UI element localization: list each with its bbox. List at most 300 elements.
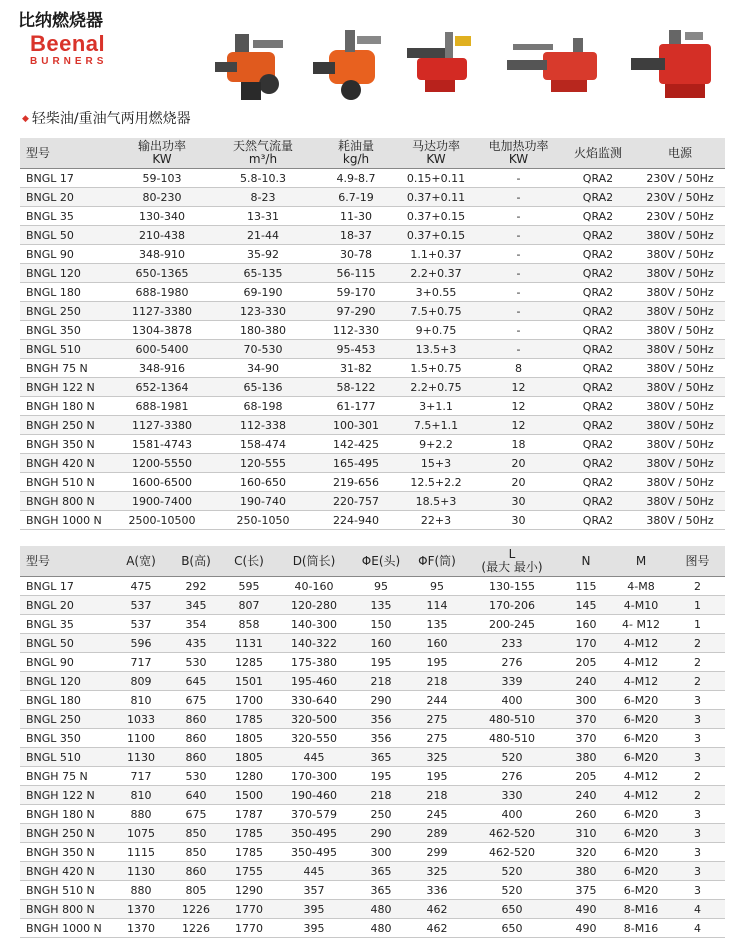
cell-fig: 3 <box>694 807 701 821</box>
cell-n: 170 <box>575 636 597 650</box>
cell-b: 1226 <box>182 921 210 935</box>
cell-b: 354 <box>185 617 207 631</box>
cell-fe: 300 <box>370 845 392 859</box>
cell-supply: 380V / 50Hz <box>646 342 714 356</box>
cell-b: 530 <box>185 655 207 669</box>
cell-m: 4-M12 <box>623 636 659 650</box>
cell-m: 6-M20 <box>623 807 659 821</box>
cell-fe: 218 <box>370 788 392 802</box>
cell-model: BNGH 800 N <box>26 902 95 916</box>
cell-fe: 95 <box>374 579 388 593</box>
cell-fe: 365 <box>370 864 392 878</box>
cell-c: 1501 <box>235 674 263 688</box>
cell-fe: 480 <box>370 902 392 916</box>
product-photo-row <box>205 22 735 110</box>
cell-fe: 365 <box>370 883 392 897</box>
cell-fe: 135 <box>370 598 392 612</box>
cell-supply: 230V / 50Hz <box>646 171 714 185</box>
cell-m: 4-M8 <box>627 579 655 593</box>
col-header-m: M <box>612 546 670 577</box>
cell-fig: 4 <box>694 902 701 916</box>
cell-fe: 356 <box>370 731 392 745</box>
cell-d: 395 <box>303 921 325 935</box>
cell-n: 490 <box>575 921 597 935</box>
table-row <box>20 596 725 615</box>
table-row <box>20 207 725 226</box>
cell-fig: 2 <box>694 788 701 802</box>
cell-fig: 2 <box>694 579 701 593</box>
cell-power: 59-103 <box>142 171 182 185</box>
cell-l: 462-520 <box>489 826 535 840</box>
cell-oil: 4.9-8.7 <box>336 171 376 185</box>
table-row <box>20 881 725 900</box>
cell-b: 860 <box>185 712 207 726</box>
cell-b: 850 <box>185 826 207 840</box>
table-row <box>20 729 725 748</box>
cell-ff: 195 <box>426 769 448 783</box>
cell-motor: 9+0.75 <box>415 323 457 337</box>
cell-model: BNGL 90 <box>26 247 74 261</box>
cell-heater: 20 <box>511 456 526 470</box>
cell-gas: 69-190 <box>243 285 283 299</box>
cell-power: 688-1980 <box>135 285 189 299</box>
cell-model: BNGL 50 <box>26 636 74 650</box>
cell-m: 6-M20 <box>623 845 659 859</box>
col-header-model: 型号 <box>20 546 112 577</box>
cell-d: 357 <box>303 883 325 897</box>
cell-motor: 2.2+0.37 <box>410 266 462 280</box>
cell-a: 537 <box>130 617 152 631</box>
cell-fig: 3 <box>694 883 701 897</box>
cell-ff: 114 <box>426 598 448 612</box>
logo-sub-text: BURNERS <box>30 56 108 67</box>
cell-m: 6-M20 <box>623 693 659 707</box>
cell-c: 1285 <box>235 655 263 669</box>
col-header-flame: 火焰监测 <box>561 138 635 169</box>
cell-flame: QRA2 <box>582 399 614 413</box>
cell-m: 8-M16 <box>623 921 659 935</box>
cell-oil: 30-78 <box>340 247 372 261</box>
cell-gas: 70-530 <box>243 342 283 356</box>
cell-d: 445 <box>303 864 325 878</box>
cell-supply: 230V / 50Hz <box>646 209 714 223</box>
cell-power: 652-1364 <box>135 380 189 394</box>
table-row <box>20 226 725 245</box>
cell-b: 675 <box>185 693 207 707</box>
cell-fig: 3 <box>694 712 701 726</box>
cell-motor: 0.37+0.15 <box>406 228 466 242</box>
cell-fig: 3 <box>694 864 701 878</box>
cell-a: 809 <box>130 674 152 688</box>
cell-b: 640 <box>185 788 207 802</box>
table-row <box>20 169 725 188</box>
cell-b: 292 <box>185 579 207 593</box>
cell-fig: 3 <box>694 750 701 764</box>
cell-c: 1787 <box>235 807 263 821</box>
cell-power: 1127-3380 <box>132 304 192 318</box>
cell-supply: 380V / 50Hz <box>646 513 714 527</box>
col-header-b: B(高) <box>170 546 222 577</box>
cell-n: 310 <box>575 826 597 840</box>
page-title: 比纳燃烧器 <box>18 11 103 31</box>
cell-m: 6-M20 <box>623 750 659 764</box>
cell-l: 130-155 <box>489 579 535 593</box>
cell-fe: 356 <box>370 712 392 726</box>
cell-n: 260 <box>575 807 597 821</box>
cell-l: 276 <box>501 769 523 783</box>
cell-oil: 142-425 <box>333 437 379 451</box>
table-row <box>20 710 725 729</box>
cell-a: 717 <box>130 655 152 669</box>
cell-model: BNGL 180 <box>26 693 81 707</box>
cell-d: 445 <box>303 750 325 764</box>
cell-ff: 289 <box>426 826 448 840</box>
cell-power: 130-340 <box>139 209 185 223</box>
cell-m: 6-M20 <box>623 826 659 840</box>
table-row <box>20 577 725 596</box>
cell-model: BNGH 180 N <box>26 807 95 821</box>
cell-power: 1304-3878 <box>132 323 192 337</box>
col-header-power: 输出功率 KW <box>114 138 210 169</box>
cell-a: 880 <box>130 807 152 821</box>
cell-power: 1581-4743 <box>132 437 192 451</box>
cell-power: 1900-7400 <box>132 494 192 508</box>
cell-d: 175-380 <box>291 655 337 669</box>
col-header-ff: ΦF(筒) <box>410 546 464 577</box>
cell-supply: 380V / 50Hz <box>646 399 714 413</box>
cell-a: 1130 <box>127 864 155 878</box>
cell-model: BNGH 250 N <box>26 826 95 840</box>
cell-oil: 56-115 <box>336 266 376 280</box>
cell-model: BNGL 350 <box>26 323 81 337</box>
cell-flame: QRA2 <box>582 437 614 451</box>
cell-a: 1130 <box>127 750 155 764</box>
cell-fig: 3 <box>694 693 701 707</box>
table-row <box>20 748 725 767</box>
col-header-oil: 耗油量 kg/h <box>316 138 396 169</box>
cell-flame: QRA2 <box>582 475 614 489</box>
cell-motor: 0.37+0.15 <box>406 209 466 223</box>
cell-motor: 1.5+0.75 <box>410 361 462 375</box>
burner-photo-1 <box>205 22 295 108</box>
cell-heater: - <box>516 304 521 318</box>
cell-motor: 3+0.55 <box>415 285 457 299</box>
cell-n: 370 <box>575 712 597 726</box>
cell-gas: 8-23 <box>250 190 276 204</box>
cell-heater: - <box>516 323 521 337</box>
burner-photo-5 <box>625 22 725 108</box>
cell-oil: 58-122 <box>336 380 376 394</box>
cell-model: BNGH 420 N <box>26 456 95 470</box>
cell-model: BNGH 1000 N <box>26 513 102 527</box>
cell-motor: 1.1+0.37 <box>410 247 462 261</box>
col-header-l: L (最大 最小) <box>464 546 560 577</box>
cell-model: BNGL 35 <box>26 617 74 631</box>
cell-model: BNGL 510 <box>26 750 81 764</box>
bullet-diamond-icon: ◆ <box>22 114 29 124</box>
cell-oil: 165-495 <box>333 456 379 470</box>
cell-l: 233 <box>501 636 523 650</box>
cell-n: 490 <box>575 902 597 916</box>
cell-n: 115 <box>575 579 597 593</box>
cell-oil: 11-30 <box>340 209 372 223</box>
cell-flame: QRA2 <box>582 380 614 394</box>
cell-l: 170-206 <box>489 598 535 612</box>
cell-c: 1770 <box>235 921 263 935</box>
cell-a: 1033 <box>127 712 155 726</box>
cell-oil: 6.7-19 <box>338 190 374 204</box>
cell-fig: 2 <box>694 636 701 650</box>
cell-power: 1127-3380 <box>132 418 192 432</box>
cell-c: 1280 <box>235 769 263 783</box>
cell-n: 205 <box>575 655 597 669</box>
cell-gas: 65-135 <box>243 266 283 280</box>
table-row <box>20 511 725 530</box>
cell-motor: 3+1.1 <box>419 399 453 413</box>
cell-flame: QRA2 <box>582 513 614 527</box>
cell-motor: 2.2+0.75 <box>410 380 462 394</box>
cell-c: 1805 <box>235 731 263 745</box>
cell-motor: 12.5+2.2 <box>410 475 462 489</box>
cell-d: 320-550 <box>291 731 337 745</box>
cell-heater: 12 <box>511 380 526 394</box>
cell-gas: 158-474 <box>240 437 286 451</box>
cell-flame: QRA2 <box>582 456 614 470</box>
cell-d: 40-160 <box>294 579 334 593</box>
cell-heater: 18 <box>511 437 526 451</box>
cell-supply: 380V / 50Hz <box>646 323 714 337</box>
cell-fe: 195 <box>370 769 392 783</box>
cell-model: BNGL 350 <box>26 731 81 745</box>
cell-b: 805 <box>185 883 207 897</box>
cell-fig: 1 <box>694 617 701 631</box>
cell-oil: 100-301 <box>333 418 379 432</box>
cell-c: 595 <box>238 579 260 593</box>
cell-supply: 380V / 50Hz <box>646 285 714 299</box>
cell-heater: - <box>516 285 521 299</box>
cell-fe: 195 <box>370 655 392 669</box>
cell-oil: 95-453 <box>336 342 376 356</box>
cell-l: 462-520 <box>489 845 535 859</box>
col-header-supply: 电源 <box>635 138 725 169</box>
cell-b: 530 <box>185 769 207 783</box>
logo-main-text: Beenal <box>30 31 106 56</box>
cell-oil: 59-170 <box>336 285 376 299</box>
cell-model: BNGH 250 N <box>26 418 95 432</box>
cell-model: BNGH 180 N <box>26 399 95 413</box>
cell-heater: - <box>516 209 521 223</box>
cell-b: 345 <box>185 598 207 612</box>
cell-ff: 195 <box>426 655 448 669</box>
cell-gas: 250-1050 <box>236 513 290 527</box>
cell-m: 6-M20 <box>623 731 659 745</box>
cell-heater: 20 <box>511 475 526 489</box>
cell-c: 1785 <box>235 712 263 726</box>
spec-table-dimensions <box>20 546 725 938</box>
cell-supply: 380V / 50Hz <box>646 437 714 451</box>
cell-gas: 123-330 <box>240 304 286 318</box>
cell-a: 810 <box>130 693 152 707</box>
cell-model: BNGH 75 N <box>26 769 88 783</box>
cell-model: BNGL 17 <box>26 171 74 185</box>
cell-motor: 22+3 <box>420 513 452 527</box>
table-row <box>20 634 725 653</box>
cell-fe: 160 <box>370 636 392 650</box>
cell-gas: 35-92 <box>247 247 279 261</box>
cell-model: BNGH 510 N <box>26 475 95 489</box>
cell-n: 240 <box>575 788 597 802</box>
cell-m: 4-M12 <box>623 655 659 669</box>
cell-model: BNGH 122 N <box>26 788 95 802</box>
cell-ff: 325 <box>426 864 448 878</box>
cell-model: BNGL 50 <box>26 228 74 242</box>
cell-power: 1200-5550 <box>132 456 192 470</box>
cell-c: 1500 <box>235 788 263 802</box>
table-row <box>20 805 725 824</box>
cell-motor: 7.5+1.1 <box>413 418 459 432</box>
cell-flame: QRA2 <box>582 228 614 242</box>
cell-fe: 365 <box>370 750 392 764</box>
cell-a: 475 <box>130 579 152 593</box>
table-row <box>20 900 725 919</box>
cell-flame: QRA2 <box>582 323 614 337</box>
cell-gas: 180-380 <box>240 323 286 337</box>
cell-gas: 112-338 <box>240 418 286 432</box>
cell-flame: QRA2 <box>582 285 614 299</box>
cell-heater: 12 <box>511 399 526 413</box>
burner-photo-4 <box>503 22 613 108</box>
col-header-model: 型号 <box>20 138 114 169</box>
cell-d: 140-300 <box>291 617 337 631</box>
table-row <box>20 397 725 416</box>
cell-l: 339 <box>501 674 523 688</box>
cell-l: 480-510 <box>489 731 535 745</box>
cell-c: 1805 <box>235 750 263 764</box>
cell-d: 195-460 <box>291 674 337 688</box>
cell-m: 4-M10 <box>623 598 659 612</box>
cell-supply: 380V / 50Hz <box>646 456 714 470</box>
cell-b: 435 <box>185 636 207 650</box>
cell-c: 1770 <box>235 902 263 916</box>
cell-supply: 230V / 50Hz <box>646 190 714 204</box>
cell-fig: 2 <box>694 769 701 783</box>
cell-ff: 218 <box>426 674 448 688</box>
section-title-text: 轻柴油/重油气两用燃烧器 <box>31 111 191 127</box>
cell-l: 276 <box>501 655 523 669</box>
cell-oil: 112-330 <box>333 323 379 337</box>
cell-a: 1100 <box>127 731 155 745</box>
cell-n: 145 <box>575 598 597 612</box>
cell-ff: 244 <box>426 693 448 707</box>
cell-fig: 2 <box>694 655 701 669</box>
table-row <box>20 454 725 473</box>
cell-fe: 290 <box>370 826 392 840</box>
cell-c: 807 <box>238 598 260 612</box>
cell-model: BNGL 17 <box>26 579 74 593</box>
cell-power: 600-5400 <box>135 342 189 356</box>
cell-motor: 9+2.2 <box>419 437 453 451</box>
cell-model: BNGL 90 <box>26 655 74 669</box>
col-header-heater: 电加热功率 KW <box>476 138 561 169</box>
cell-b: 850 <box>185 845 207 859</box>
cell-c: 1131 <box>235 636 263 650</box>
table-row <box>20 359 725 378</box>
cell-flame: QRA2 <box>582 304 614 318</box>
cell-fe: 290 <box>370 693 392 707</box>
col-header-fe: ΦE(头) <box>352 546 410 577</box>
cell-gas: 21-44 <box>247 228 279 242</box>
cell-heater: - <box>516 342 521 356</box>
cell-gas: 190-740 <box>240 494 286 508</box>
cell-a: 537 <box>130 598 152 612</box>
cell-n: 370 <box>575 731 597 745</box>
cell-supply: 380V / 50Hz <box>646 247 714 261</box>
cell-power: 1600-6500 <box>132 475 192 489</box>
cell-gas: 65-136 <box>243 380 283 394</box>
cell-ff: 275 <box>426 712 448 726</box>
cell-b: 860 <box>185 864 207 878</box>
cell-a: 596 <box>130 636 152 650</box>
cell-d: 395 <box>303 902 325 916</box>
cell-fig: 3 <box>694 845 701 859</box>
cell-m: 6-M20 <box>623 864 659 878</box>
cell-ff: 218 <box>426 788 448 802</box>
col-header-motor: 马达功率 KW <box>396 138 476 169</box>
table-row <box>20 321 725 340</box>
cell-l: 520 <box>501 864 523 878</box>
cell-fig: 3 <box>694 826 701 840</box>
table-header-row <box>20 546 725 577</box>
cell-flame: QRA2 <box>582 171 614 185</box>
cell-model: BNGH 510 N <box>26 883 95 897</box>
cell-model: BNGH 122 N <box>26 380 95 394</box>
cell-n: 205 <box>575 769 597 783</box>
cell-supply: 380V / 50Hz <box>646 494 714 508</box>
cell-c: 1785 <box>235 845 263 859</box>
cell-fig: 1 <box>694 598 701 612</box>
table-row <box>20 824 725 843</box>
cell-gas: 5.8-10.3 <box>240 171 286 185</box>
cell-gas: 68-198 <box>243 399 283 413</box>
cell-motor: 0.15+0.11 <box>406 171 466 185</box>
cell-heater: - <box>516 190 521 204</box>
cell-a: 1370 <box>127 921 155 935</box>
cell-power: 2500-10500 <box>128 513 196 527</box>
cell-b: 675 <box>185 807 207 821</box>
table-row <box>20 615 725 634</box>
cell-heater: 30 <box>511 494 526 508</box>
cell-motor: 7.5+0.75 <box>410 304 462 318</box>
cell-m: 6-M20 <box>623 883 659 897</box>
cell-l: 650 <box>501 902 523 916</box>
cell-gas: 160-650 <box>240 475 286 489</box>
cell-gas: 34-90 <box>247 361 279 375</box>
col-header-fig: 图号 <box>670 546 725 577</box>
cell-heater: - <box>516 171 521 185</box>
cell-ff: 160 <box>426 636 448 650</box>
cell-l: 330 <box>501 788 523 802</box>
col-header-n: N <box>560 546 612 577</box>
cell-ff: 275 <box>426 731 448 745</box>
table-row <box>20 862 725 881</box>
cell-n: 160 <box>575 617 597 631</box>
table-row <box>20 416 725 435</box>
cell-l: 400 <box>501 693 523 707</box>
cell-oil: 224-940 <box>333 513 379 527</box>
cell-heater: 30 <box>511 513 526 527</box>
table-row <box>20 919 725 938</box>
cell-l: 200-245 <box>489 617 535 631</box>
